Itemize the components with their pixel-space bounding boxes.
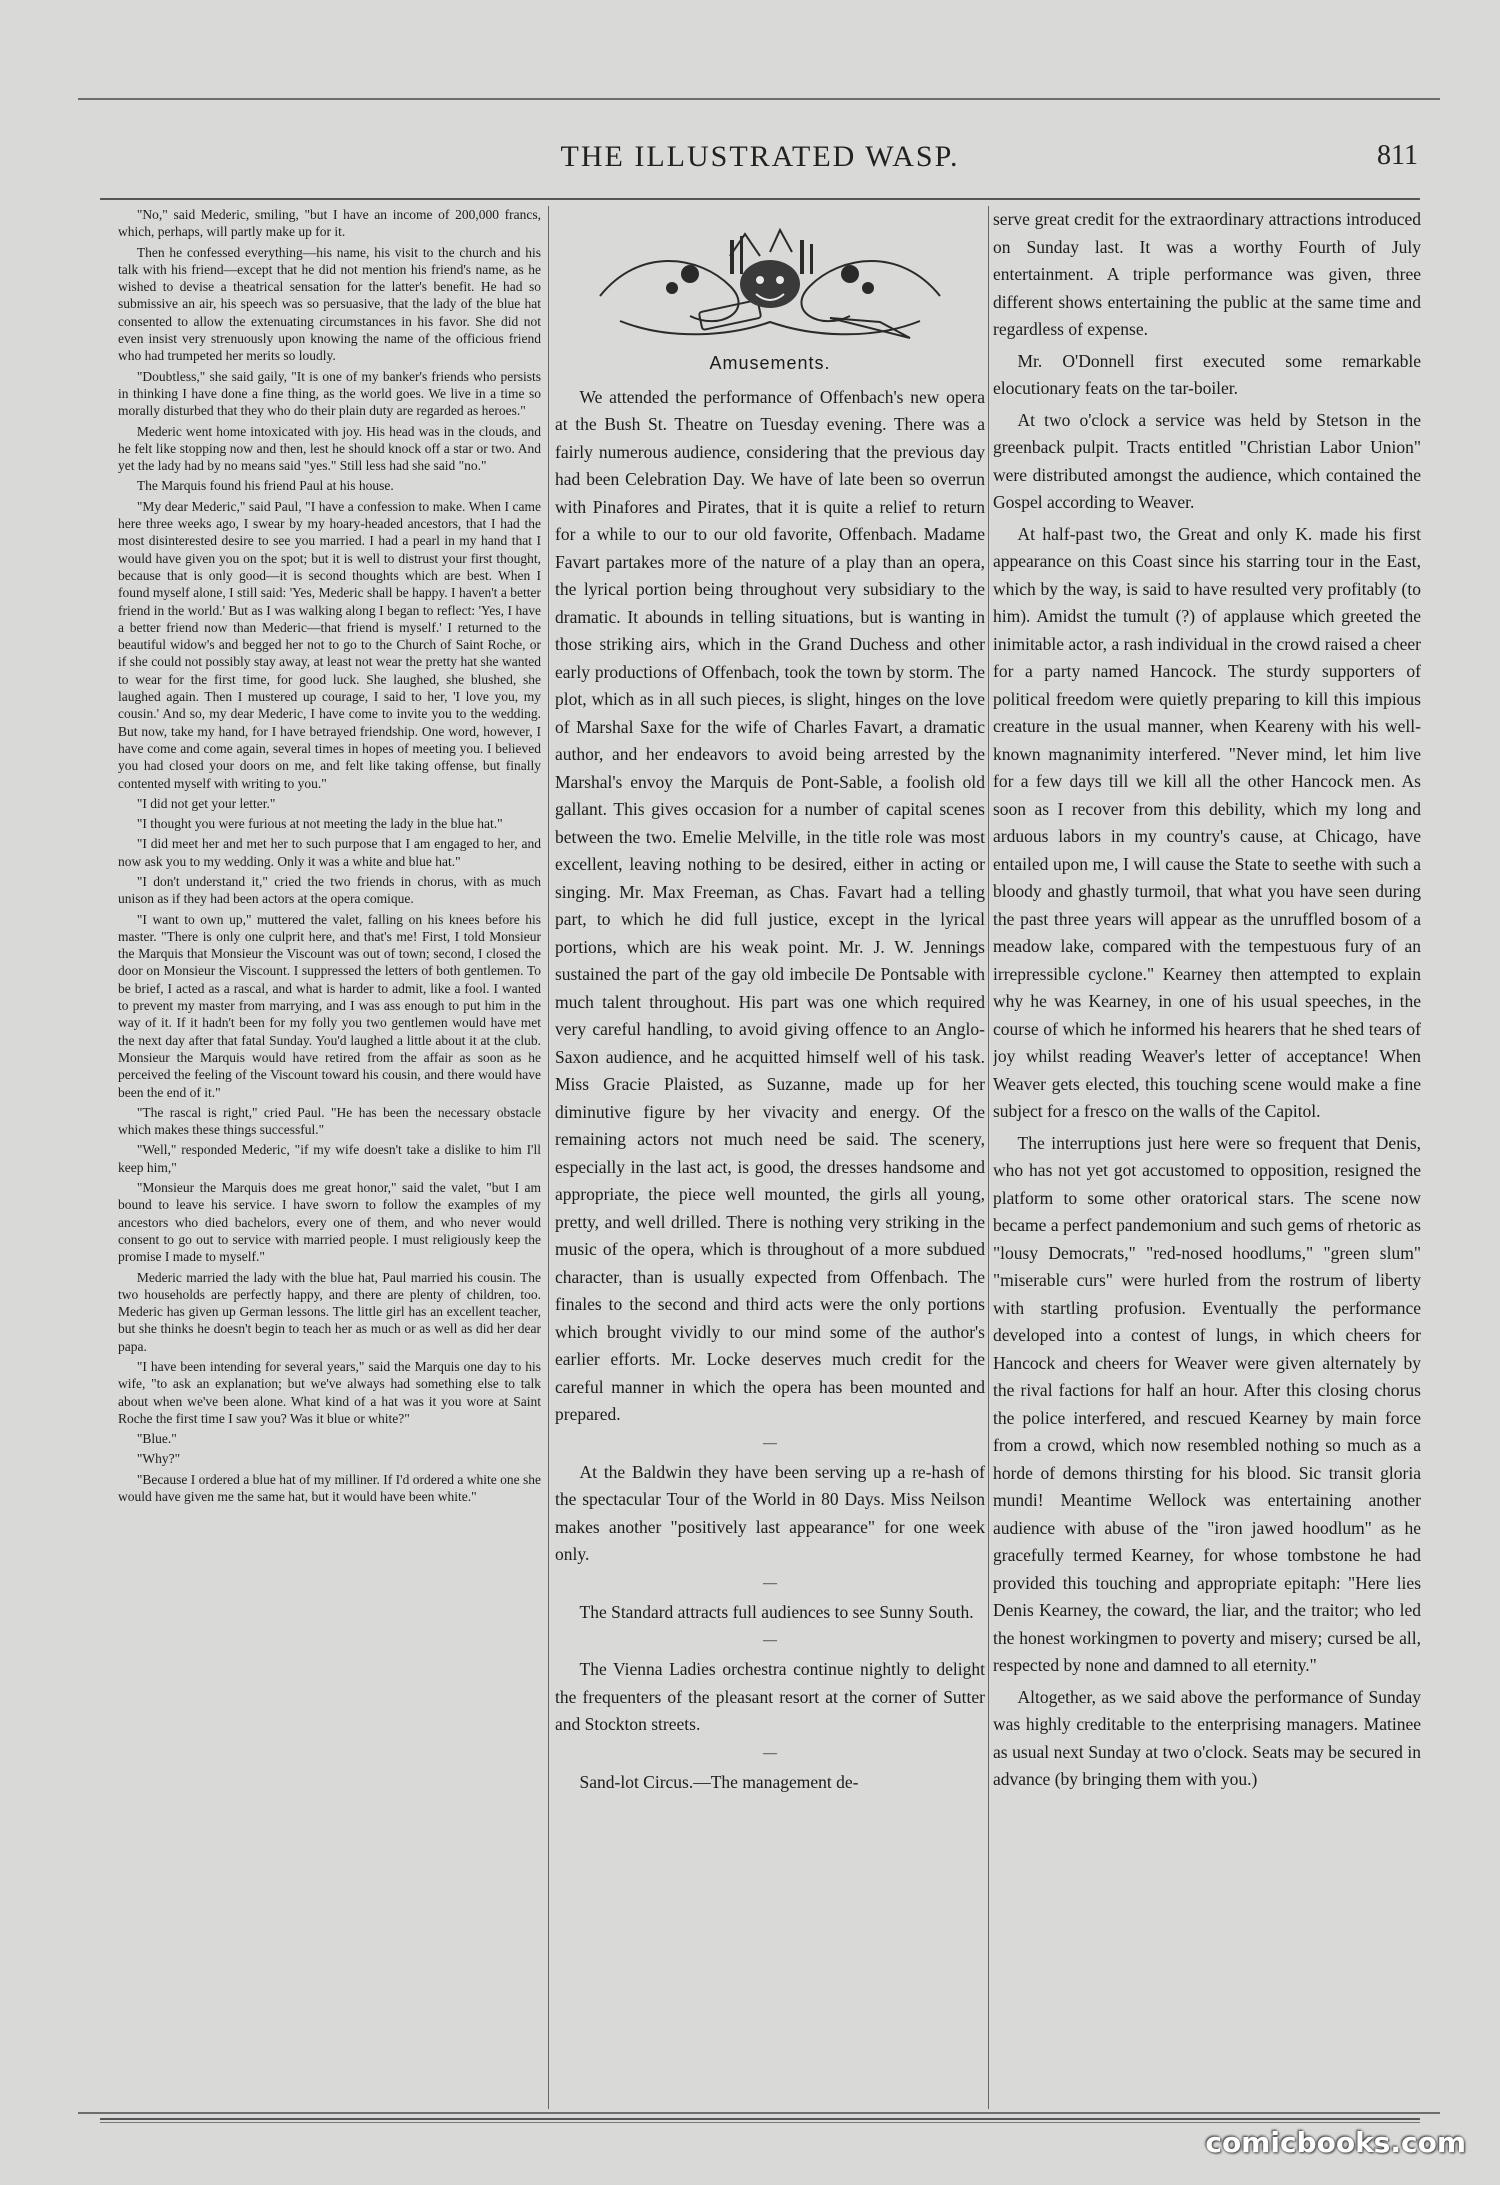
left-paragraph: "The rascal is right," cried Paul. "He has been the necessary obstacle which makes these things successful." (118, 1104, 541, 1138)
left-paragraph: "I don't understand it," cried the two friends in chorus, with as much unison as if they had been actors at the opera comique. (118, 873, 541, 907)
left-paragraph: "Doubtless," she said gaily, "It is one of my banker's friends who persists in thinking I have done a fine thing, as the world goes. We live in a time so morally disturbed that they who do their plain duty are regarded as heroes." (118, 368, 541, 419)
left-paragraph: Mederic married the lady with the blue hat, Paul married his cousin. The two households are perfectly happy, and there are plenty of children, too. Mederic has given up German lessons. The little girl has an excellent teacher, but she thinks he doesn't begin to teach her as much or as well as did her dear papa. (118, 1269, 541, 1354)
middle-paragraph: At the Baldwin they have been serving up a re-hash of the spectacular Tour of the World in 80 Days. Miss Neilson makes another "positively last appearance" for one week only. (555, 1461, 985, 1564)
right-paragraph: serve great credit for the extraordinary attractions introduced on Sunday last. It was a worthy Fourth of July entertainment. A triple performance was given, three different shows entertaining the public at the same time and regardless of expense. (993, 209, 1421, 339)
separator: — (763, 1745, 777, 1761)
right-paragraph: Mr. O'Donnell first executed some remarkable elocutionary feats on the tar-boiler. (993, 350, 1421, 398)
left-paragraph: "Because I ordered a blue hat of my milliner. If I'd ordered a white one she would have given me the same hat, but it would have been white." (118, 1471, 541, 1505)
middle-paragraph: The Standard attracts full audiences to see Sunny South. (579, 1601, 974, 1622)
middle-paragraph: The Vienna Ladies orchestra continue nightly to delight the frequenters of the pleasant resort at the corner of Sutter and Stockton streets. (555, 1659, 985, 1734)
left-paragraph: Then he confessed everything—his name, his visit to the church and his talk with his friend—except that he did not mention his friend's name, as he wished to devise a theatrical sensation for the latter's benefit. He had so submissive an air, his speech was so persuasive, that the lady of the blue hat consented to allow the extenuating circumstances in his favor. She did not even insist very strenuously upon knowing the name of the officious friend who had trumpeted her merits so loudly. (118, 244, 541, 364)
left-paragraph: "My dear Mederic," said Paul, "I have a confession to make. When I came here three weeks ago, I swear by my hoary-headed ancestors, that I had the most disinterested desire to see you married. I had a pearl in my hand that I would have given you on the spot; but it is well to distrust your first thought, because that is only good—it is second thoughts which are best. When I found myself alone, I still said: 'Yes, Mederic shall be happy. I haven't a better friend in the world.' But as I was walking along I began to reflect: 'Yes, I have a better friend now than Mederic—that friend is myself.' I returned to the beautiful widow's and begged her not to go to the Church of Saint Roche, or if she could not possibly stay away, at least not wear the pretty hat she wanted to wear for the first time, for good luck. She laughed, she blushed, she laughed again. Then I mustered up courage, I said to her, 'I love you, my cousin.' And so, my dear Mederic, I have come to invite you to the wedding. But now, take my hand, for I have betrayed friendship. One word, however, I have come and come again, several times in hopes of meeting you. I believed you had closed your doors on me, and felt like taking offense, but finally contented myself with writing to you." (118, 498, 541, 791)
left-paragraph: The Marquis found his friend Paul at his house. (136, 478, 394, 494)
left-paragraph: "I did meet her and met her to such purpose that I am engaged to her, and now ask you to my wedding. Only it was a white and blue hat." (118, 836, 541, 869)
left-column (118, 206, 541, 2109)
amusements-ornament-illustration (580, 226, 960, 344)
separator: — (763, 1575, 777, 1591)
left-paragraph: "Why?" (136, 1451, 181, 1467)
section-title: Amusements. (709, 353, 831, 373)
left-paragraph: "I have been intending for several years," said the Marquis one day to his wife, "to ask an explanation; but we've always had something else to talk about when we've been alone. What kind of a hat was it you wore at Saint Roche the first time I saw you? Was it blue or white?" (118, 1359, 541, 1426)
header-rule (100, 198, 1420, 200)
bottom-rule (100, 2118, 1420, 2120)
watermark: comicbooks.com (1205, 2126, 1466, 2159)
left-paragraph: "I want to own up," muttered the valet, falling on his knees before his master. "There is only one culprit here, and that's me! First, I told Monsieur the Marquis that Monsieur the Viscount was out of town; second, I closed the door on Monsieur the Viscount. I suppressed the letters of both gentlemen. To be brief, I acted as a rascal, and what is harder to admit, like a fool. I wanted to prevent my master from marrying, and I was ass enough to put him in the way of it. If it hadn't been for my folly you two gentlemen would have met the next day after that fatal Sunday. You'd laughed a little about it at the club. Monsieur the Marquis would have retired from the affair as soon as he perceived the feeling of the Viscount toward his cousin, and there would have been the end of it." (118, 911, 541, 1100)
right-paragraph: At two o'clock a service was held by Stetson in the greenback pulpit. Tracts entitled "Christian Labor Union" were distributed amongst the audience, which contained the Gospel according to Weaver. (993, 409, 1421, 512)
separator: — (763, 1435, 777, 1451)
column-divider-right (988, 206, 989, 2109)
masthead: THE ILLUSTRATED WASP. (560, 140, 960, 173)
middle-paragraph: We attended the performance of Offenbach's new opera at the Bush St. Theatre on Tuesday evening. There was a fairly numerous audience, considering that the previous day had been Celebration Day. We have of late been so overrun with Pinafores and Pirates, that it is quite a relief to return for a while to our to our old favorite, Offenbach. Madame Favart partakes more of the nature of a play than an opera, the lyrical portion being throughout very subsidiary to the dramatic. It abounds in telling situations, but is wanting in those striking airs, which in the Grand Duchess and other early productions of Offenbach, took the town by storm. The plot, which as in all such pieces, is slight, hinges on the love of Marshal Saxe for the wife of Charles Favart, a dramatic author, and her endeavors to avoid being arrested by the Marshal's envoy the Marquis de Pont-Sable, a foolish old gallant. This gives occasion for a number of capital scenes between the two. Emelie Melville, in the title role was most excellent, leaving nothing to be desired, either in acting or singing. Mr. Max Freeman, as Chas. Favart had a telling part, to which he did full justice, except in the lyrical portions, which are his weak point. Mr. J. W. Jennings sustained the part of the gay old imbecile De Pontsable with much talent throughout. His part was one which required very careful handling, to avoid giving offence to an Anglo-Saxon audience, and he acquitted himself well of his task. Miss Gracie Plaisted, as Suzanne, made up for her diminutive figure by her vivacity and energy. Of the remaining actors not much need be said. The scenery, especially in the last act, is good, the dresses handsome and appropriate, the piece well mounted, the girls all young, pretty, and well drilled. There is nothing very striking in the music of the opera, which is throughout of a more subdued character, than is usually expected from Offenbach. The finales to the second and third acts were the only portions which brought vividly to our mind some of the author's earlier efforts. Mr. Locke deserves much credit for the careful manner in which the opera has been mounted and prepared. (555, 386, 985, 1424)
right-paragraph: At half-past two, the Great and only K. made his first appearance on this Coast since his starring tour in the East, which by the way, is said to have resulted very profitably (to him). Amidst the tumult (?) of applause which greeted the inimitable actor, a rash individual in the crowd raised a cheer for a party named Hancock. The sturdy supporters of political freedom were quietly preparing to kill this impious creature in the usual manner, when Keareny with his well-known magnanimity interfered. "Never mind, let him live for a few days till we kill all the other Hancock men. As soon as I recover from this debility, which my long and arduous labors in my country's cause, at Chicago, have entailed upon me, I will cause the State to seethe with such a bloody and ghastly turmoil, that what you have seen during the past three years will appear as the unruffled bosom of a meadow lake, compared with the tempestuous fury of an irrepressible cyclone." Kearney then attempted to explain why he was Kearney, in one of his usual speeches, in the course of which he informed his hearers that he shed tears of joy whilst reading Weaver's letter of acceptance! When Weaver gets elected, this touching scene would make a fine subject for a fresco on the walls of the Capitol. (993, 523, 1421, 1121)
left-paragraph: Mederic went home intoxicated with joy. His head was in the clouds, and he felt like stopping now and then, lest he should knock off a star or two. And yet the lady had by no means said "yes." Still less had she said "no." (118, 423, 541, 474)
right-paragraph: The interruptions just here were so frequent that Denis, who has not yet got accustomed to opposition, resigned the platform to some other oratorical stars. The scene now became a perfect pandemonium and such gems of rhetoric as "lousy Democrats," "red-nosed hoodlums," "green slum" "miserable curs" were hurled from the rostrum of liberty with startling profusion. Eventually the performance developed into a contest of lungs, in which cheers for Hancock and cheers for Weaver were given alternately by the rival factions for half an hour. After this closing chorus the police interfered, and rescued Kearney by main force from a crowd, which now resembled nothing so much as a horde of demons thirsting for his blood. Sic transit gloria mundi! Meantime Wellock was entertaining another audience with abuse of the "iron jawed hoodlum" as he gracefully termed Kearney, for whose tombstone he had provided this touching and appropriate epitaph: "Here lies Denis Kearney, the coward, the liar, and the traitor; who led the honest workingmen to poverty and misery; cursed be all, respected by none and damned to all eternity." (993, 1132, 1421, 1675)
separator: — (763, 1633, 777, 1648)
left-paragraph: "I did not get your letter." (136, 795, 276, 811)
left-paragraph: "Well," responded Mederic, "if my wife doesn't take a dislike to him I'll keep him," (118, 1142, 541, 1175)
middle-paragraph: Sand-lot Circus.—The management de- (579, 1771, 859, 1792)
left-paragraph: "Blue." (136, 1431, 177, 1447)
left-paragraph: "No," said Mederic, smiling, "but I have an income of 200,000 francs, which, perhaps, will partly make up for it. (118, 207, 541, 240)
left-paragraph: "Monsieur the Marquis does me great honor," said the valet, "but I am bound to leave his service. I have sworn to follow the examples of my ancestors who died bachelors, every one of them, and who never would consent to go out to service with married people. I must religiously keep the promise I made to myself." (118, 1180, 541, 1265)
column-divider-left (548, 206, 549, 2109)
middle-column (555, 206, 985, 2109)
right-column (993, 206, 1421, 2109)
bottom-rule-inner (100, 2122, 1420, 2123)
page-number: 811 (1377, 140, 1418, 171)
page-header (100, 140, 1420, 186)
right-paragraph: Altogether, as we said above the performance of Sunday was highly creditable to the enterprising managers. Matinee as usual next Sunday at two o'clock. Seats may be secured in advance (by bringing them with you.) (993, 1686, 1421, 1789)
left-paragraph: "I thought you were furious at not meeting the lady in the blue hat." (136, 816, 503, 832)
